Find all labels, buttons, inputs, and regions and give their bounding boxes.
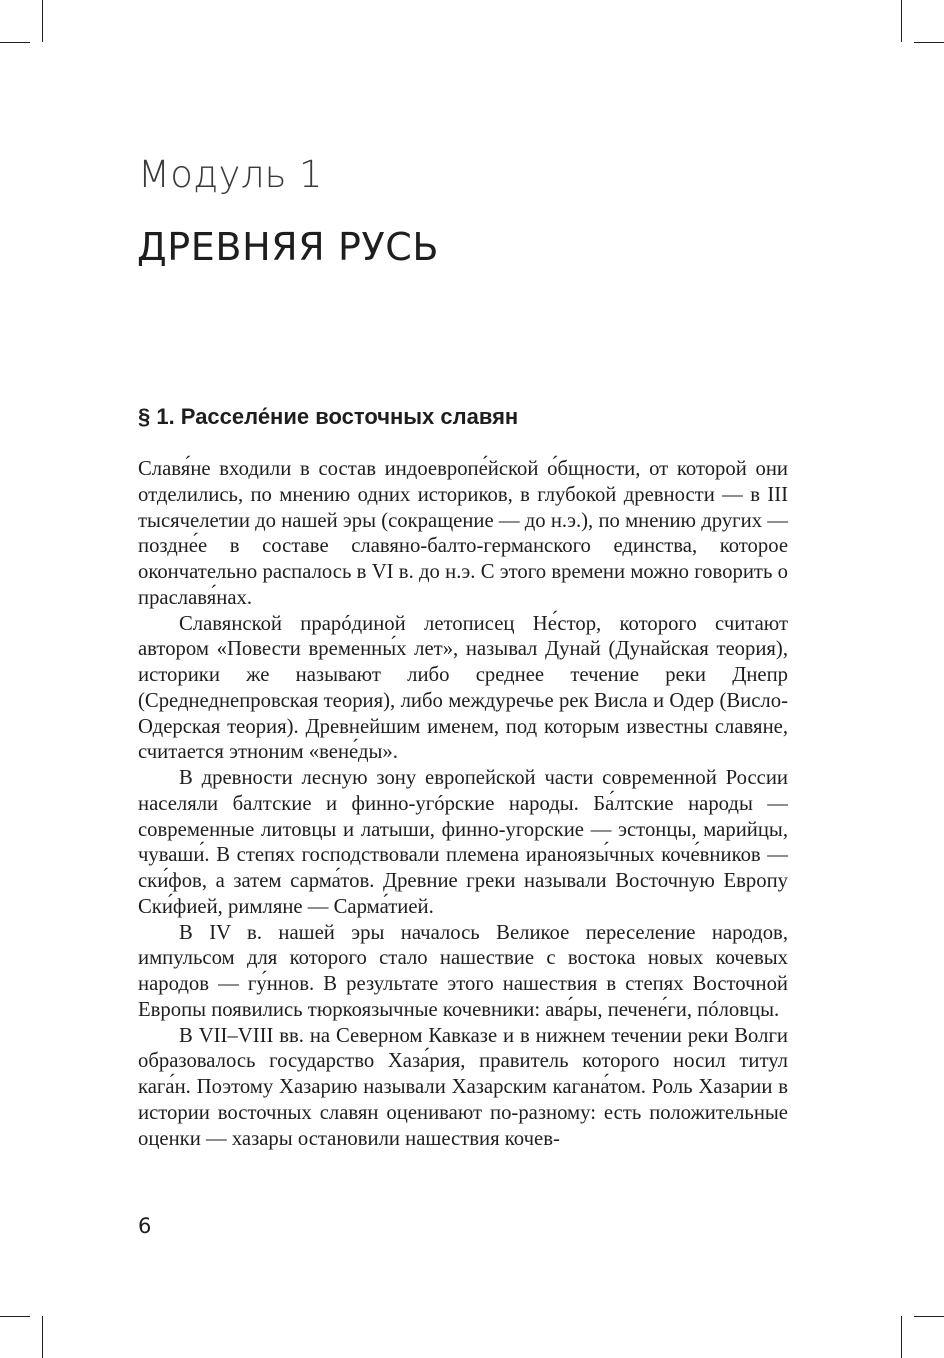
paragraph: В древности лесную зону европейской части современной России населяли балтские и финно-угóрские народы. Ба́лтские народы — современные литовцы и латыши, финно-угорские — эстонцы, марийцы, чуваши́. В степях господствовали племена ираноязы́чных коче́вников — ски́фов, а затем сарма́тов. Древние греки называли Восточную Европу Ски́фией, римляне — Сарма́тией.: [138, 767, 788, 918]
module-title: ДРЕВНЯЯ РУСЬ: [137, 225, 440, 269]
paragraph: Славя́не входили в состав индоевропе́йской о́бщности, от которой они отделились, по мнению одних историков, в глубокой древности — в III тысячелетии до нашей эры (сокращение — до н.э.), по мнению других — поздне́е в составе славяно-балто-германского единства, которое окончательно распалось в VI в. до н.э. С этого времени можно говорить о праславя́нах.: [138, 458, 788, 609]
crop-mark-top-left: [42, 0, 43, 42]
crop-mark-bottom-left-h: [0, 1316, 30, 1317]
paragraph: В IV в. нашей эры началось Великое переселение народов, импульсом для которого стало нашествие с востока новых кочевых народов — гу́ннов. В результате этого нашествия в степях Восточной Европы появились тюркоязычные кочевники: ава́ры, печене́ги, пóловцы.: [138, 921, 788, 1021]
paragraph: Славянской прарóдиной летописец Не́стор, которого считают автором «Повести временны́х лет», называл Дунай (Дунайская теория), историки же называют либо среднее течение реки Днепр (Среднеднепровская теория), либо междуречье рек Висла и Одер (Висло-Одерская теория). Древнейшим именем, под которым известны славяне, считается этноним «вене́ды».: [138, 612, 788, 764]
crop-mark-bottom-right: [901, 1316, 902, 1358]
body-text: [138, 457, 788, 1152]
section-heading: § 1. Расселе́ние восточных славян: [138, 404, 519, 429]
page-number: 6: [138, 1214, 152, 1238]
crop-mark-top-right: [901, 0, 902, 42]
module-label: Модуль 1: [138, 153, 323, 196]
paragraph: В VII–VIII вв. на Северном Кавказе и в нижнем течении реки Волги образовалось государство Хаза́рия, правитель которого носил титул кага́н. Поэтому Хазарию называли Хазарским кагана́том. Роль Хазарии в истории восточных славян оценивают по-разному: есть положительные оценки — хазары остановили нашествия кочев-: [138, 1024, 788, 1150]
crop-mark-bottom-left: [42, 1316, 43, 1358]
crop-mark-bottom-right-h: [914, 1316, 944, 1317]
crop-mark-top-left-h: [0, 42, 30, 43]
crop-mark-top-right-h: [914, 42, 944, 43]
